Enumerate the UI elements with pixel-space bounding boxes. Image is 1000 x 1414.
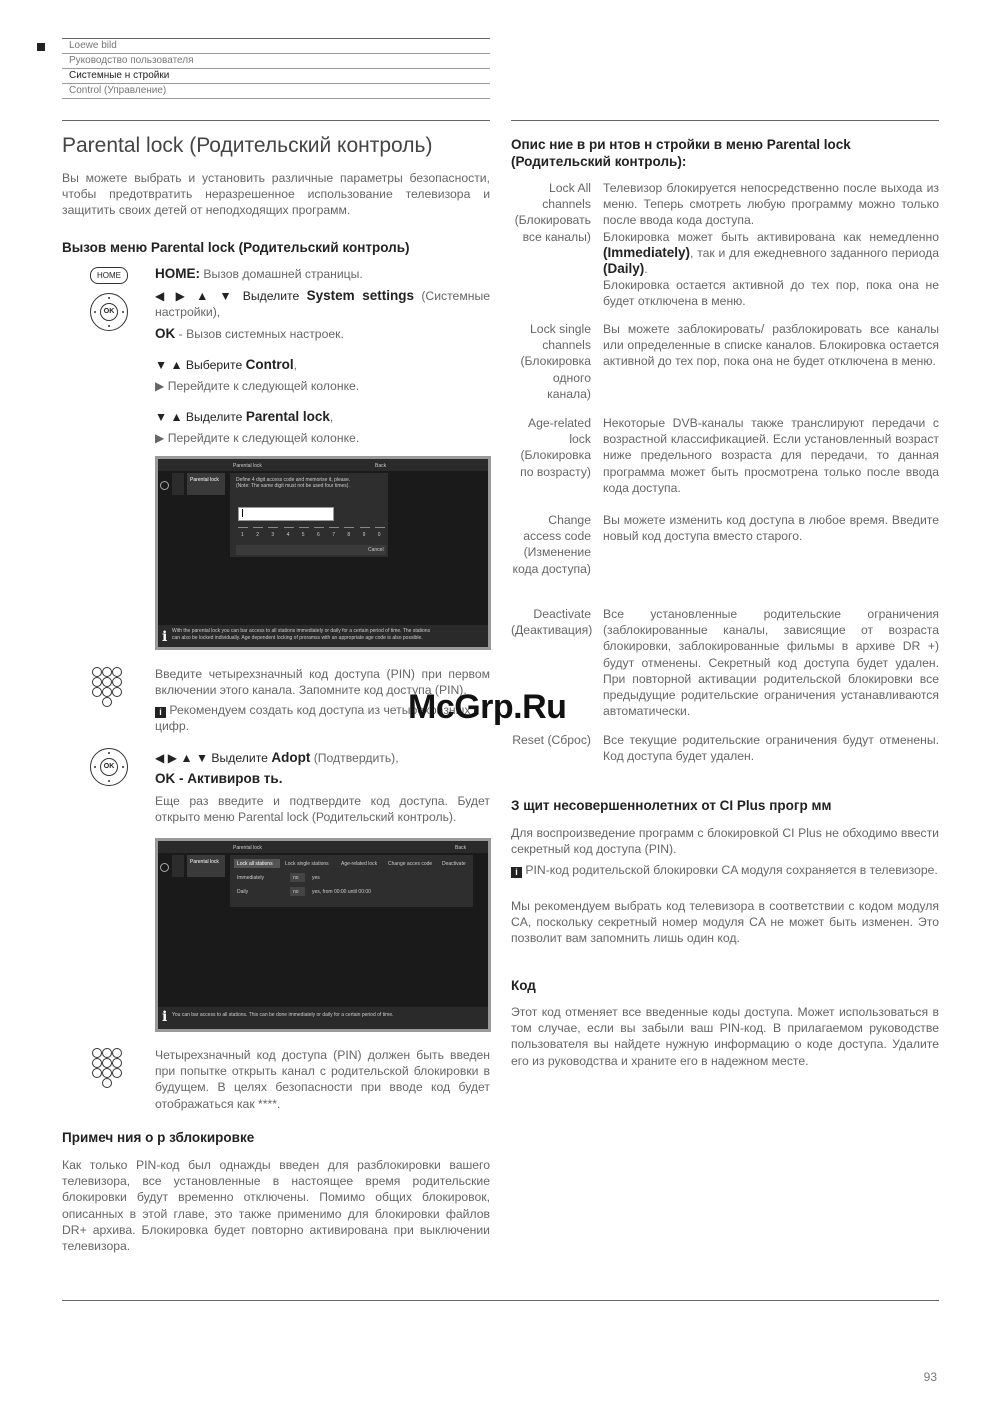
cancel-button[interactable]: Cancel: [368, 547, 384, 553]
step-ok: OK - Вызов системных настроек.: [155, 326, 344, 341]
tv-screenshot-parental-menu: [155, 838, 491, 1032]
option-label: Lock All channels (Блокировать все каналы): [514, 181, 591, 244]
digit-key[interactable]: 1: [241, 532, 244, 538]
option-text: Телевизор блокируется непосредственно после выхода из меню. Теперь смотреть любую программу можно только после ввода кода доступа. Блокировка может быть активирована как немедленно (Immediately), так и для ежедневного заданного периода (Daily). Блокировка остается активной до тех пор, пока она не будет отключена в меню.: [603, 181, 939, 309]
digit-slot: [329, 527, 339, 528]
intro-text: Вы можете выбрать и установить различные параметры безопасности, чтобы предотвратить неразрешенное использование телевизора и защитить своих детей от неподходящих программ.: [62, 171, 490, 218]
step-parental-lock: ▼ ▲ Выделите Parental lock,: [155, 409, 334, 424]
breadcrumb-item: Control (Управление): [62, 84, 490, 99]
footer-rule: [62, 1300, 939, 1301]
digit-key[interactable]: 7: [332, 532, 335, 538]
dialog-line-2: (Note: The same digit must not be used four times).: [236, 483, 350, 489]
home-key-icon: HOME: [90, 267, 128, 284]
option-text: Все установленные родительские ограничения (заблокированные каналы, зависящие от возраста блокировки, заблокированные фильмы в архиве DR +) будут отменены. Секретный код доступа будет удален. При повторной активации родительской блокировки все предыдущие родительские ограничения устанавливаются автоматически.: [603, 607, 939, 719]
screen-info-line-2: can also be locked individually. Age dependent locking of proramss with an appropriate age code is also possible.: [172, 635, 423, 641]
screen-tab[interactable]: Change acces code: [388, 861, 433, 867]
digit-slot: [360, 527, 370, 528]
ok-wheel-icon: [90, 293, 128, 331]
screen-tab[interactable]: Age-related lock: [341, 861, 378, 867]
ok-label: OK: [100, 758, 118, 776]
screen-title: Parental lock: [233, 463, 262, 469]
digit-key[interactable]: 5: [301, 532, 305, 538]
step-activate: OK - Активиров ть.: [155, 771, 283, 786]
ok-wheel-icon: [90, 748, 128, 786]
screen-tab[interactable]: Lock all stations: [237, 861, 273, 867]
digit-key[interactable]: 0: [377, 532, 381, 538]
info-icon: i: [162, 629, 168, 645]
breadcrumb-item: Руководство пользователя: [62, 54, 490, 69]
digit-slot: [284, 527, 294, 528]
setting-option[interactable]: yes, from 00:00 until 00:00: [312, 889, 371, 895]
ci-text-1: Для воспроизведение программ с блокировкой CI Plus не обходимо ввести секретный код доступа (PIN).: [511, 826, 939, 857]
digit-key[interactable]: 6: [317, 532, 320, 538]
setting-value[interactable]: no: [293, 875, 299, 881]
screen-back: Back: [455, 845, 467, 851]
step-adopt: ◀ ▶ ▲ ▼ Выделите Adopt (Подтвердить),: [155, 750, 399, 765]
info-square-icon: i: [155, 707, 166, 718]
ok-label: OK: [100, 303, 118, 321]
page-title: Parental lock (Родительский контроль): [62, 134, 433, 157]
ci-tip: i PIN-код родительской блокировки CA модуля сохраняется в телевизоре.: [511, 862, 939, 878]
step-home: HOME: Вызов домашней страницы.: [155, 266, 363, 281]
screen-sidebar-item: Parental lock: [190, 859, 219, 865]
digit-key[interactable]: 4: [286, 532, 290, 538]
screen-title: Parental lock: [233, 845, 262, 851]
left-section-rule: [62, 120, 490, 121]
screen-tab[interactable]: Lock single stations: [285, 861, 329, 867]
code-text: Этот код отменяет все введенные коды доступа. Может использоваться в том случае, если вы забыли ваш PIN-код. В прилагаемом руководстве пользователя вы найдете нужную информацию о коде доступа. Удалите его из руководства и храните его в надежном месте.: [511, 1005, 939, 1068]
option-text: Некоторые DVB-каналы также транслируют передачи с возрастной классификацией. Если установленный возраст ниже предельного возраста для передачи, то данная программа может быть просмотрена только после ввода кода доступа.: [603, 416, 939, 495]
digit-key[interactable]: 8: [347, 532, 351, 538]
option-text: Все текущие родительские ограничения будут отменены. Код доступа будет удален.: [603, 733, 939, 764]
option-label: Change access code (Изменение кода доступа): [512, 513, 591, 576]
dialog-line-1: Define 4 digit access code and memorise it, please.: [236, 477, 351, 483]
pin-required-text: Четырехзначный код доступа (PIN) должен быть введен при попытке открыть канал с родительской блокировки в будущем. В целях безопасности при вводе код будет отображаться как ****.: [155, 1048, 490, 1111]
call-heading: Вызов меню Parental lock (Родительский контроль): [62, 240, 410, 255]
step-system-settings: ◀ ▶ ▲ ▼ Выделите System settings (Системные настройки),: [155, 288, 490, 320]
digit-slot: [238, 527, 248, 528]
screen-info: You can bar access to all stations. This can be done immediately or daily for a certain period of time.: [172, 1012, 394, 1018]
setting-label: Daily: [237, 889, 249, 895]
option-label: Lock single channels (Блокировка одного канала): [520, 322, 591, 401]
unlock-heading: Примеч ния о р зблокировке: [62, 1130, 255, 1145]
screen-sidebar-item: Parental lock: [190, 477, 219, 483]
digit-slot: [299, 527, 309, 528]
unlock-text: Как только PIN-код был однажды введен для разблокировки вашего телевизора, все установленные в настоящее время родительские блокировки будут временно отключены. Помимо общих блокировок, описанных в этой главе, это также применимо для блокировки файлов DR+ архива. Блокировка будет повторно активирована при выключении телевизора.: [62, 1158, 490, 1254]
step-next-column-2: ▶ Перейдите к следующей колонке.: [155, 431, 360, 445]
digit-slot: [253, 527, 263, 528]
option-text: Вы можете изменить код доступа в любое время. Введите новый код доступа вместо старого.: [603, 513, 939, 544]
breadcrumb-item: Системные н стройки: [62, 69, 490, 84]
option-text: Вы можете заблокировать/ разблокировать все каналы или определенные в списке каналов. Блокировка остается активной до тех пор, пока она не будет отключена в меню.: [603, 322, 939, 369]
pin-entry-text: Введите четырехзначный код доступа (PIN) при первом включении этого канала. Запомните код доступа (PIN).: [155, 667, 490, 698]
setting-label: Immediately: [237, 875, 264, 881]
digit-slot: [268, 527, 278, 528]
screen-tab[interactable]: Deactivate: [442, 861, 466, 867]
screen-info-line-1: With the parental lock you can bar access to all stations immediately or daily for a certain period of time. The stations: [172, 628, 431, 634]
breadcrumb-bullet: [37, 43, 45, 51]
numeric-keypad-icon: [92, 667, 128, 711]
right-heading: Опис ние в ри нтов н стройки в меню Parental lock (Родительский контроль):: [511, 137, 851, 169]
step-next-column-1: ▶ Перейдите к следующей колонке.: [155, 379, 360, 393]
pin-tip: i Рекомендуем создать код доступа из четырехразных цифр.: [155, 703, 471, 734]
numeric-keypad-icon: [92, 1048, 128, 1092]
tv-screenshot-pin-dialog: [155, 456, 491, 650]
ci-heading: З щит несовершеннолетних от CI Plus прогр мм: [511, 798, 832, 813]
screen-circle-icon: [160, 481, 169, 490]
pin-input[interactable]: [238, 507, 334, 521]
digit-key[interactable]: 3: [271, 532, 275, 538]
info-icon: i: [162, 1009, 168, 1025]
breadcrumb-item: Loewe bild: [62, 39, 490, 54]
confirm-text: Еще раз введите и подтвердите код доступа. Будет открыто меню Parental lock (Родительский контроль).: [155, 794, 490, 825]
screen-back: Back: [375, 463, 387, 469]
page-number: 93: [923, 1370, 937, 1384]
digit-slot: [314, 527, 324, 528]
step-control: ▼ ▲ Выберите Control,: [155, 357, 297, 372]
setting-value[interactable]: no: [293, 889, 299, 895]
code-heading: Код: [511, 978, 536, 993]
right-section-rule: [511, 120, 939, 121]
digit-key[interactable]: 2: [256, 532, 259, 538]
ci-text-2: Мы рекомендуем выбрать код телевизора в соответствии с кодом модуля CA, поскольку секретный номер модуля CA не может быть изменен. Это позволит вам запомнить лишь один код.: [511, 899, 939, 946]
setting-option[interactable]: yes: [312, 875, 320, 881]
digit-slot: [344, 527, 354, 528]
digit-slot: [375, 527, 385, 528]
digit-key[interactable]: 9: [362, 532, 366, 538]
info-square-icon: i: [511, 867, 522, 878]
option-label: Age-related lock (Блокировка по возрасту): [520, 416, 591, 479]
option-label: Reset (Сброс): [512, 733, 591, 747]
watermark: McGrp.Ru: [408, 688, 567, 726]
screen-circle-icon: [160, 863, 169, 872]
option-label: Deactivate (Деактивация): [511, 607, 593, 638]
